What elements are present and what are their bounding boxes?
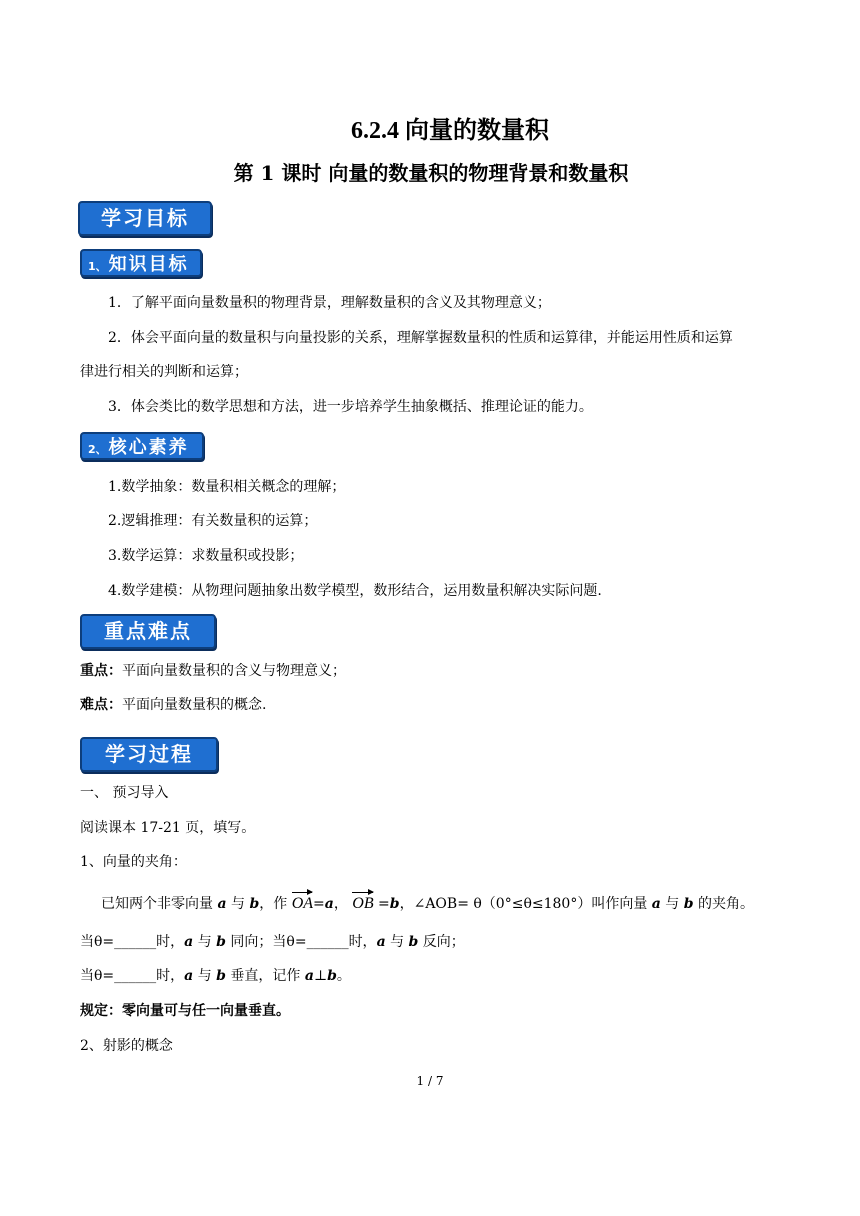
def-text: 的夹角。 [693, 896, 755, 912]
core-literacy-badge [80, 432, 204, 460]
knowledge-goals-badge-label: 知识目标 [108, 254, 189, 275]
vector-a: a [651, 896, 661, 912]
reading-instruction: 阅读课本 17-21 页，填写。 [80, 820, 256, 836]
text: 反向； [418, 934, 465, 950]
study-goals-badge: 学习目标 [78, 201, 212, 236]
vector-a: a [324, 896, 334, 912]
item-projection-heading: 2、射影的概念 [80, 1038, 173, 1054]
text: 与 [385, 934, 409, 950]
study-process-badge: 学习过程 [80, 737, 218, 772]
vector-oa: OA [291, 895, 314, 912]
angle-definition [101, 894, 754, 914]
vector-a: a [184, 934, 194, 950]
vector-a: a [217, 896, 227, 912]
page-title: 6.2.4 向量的数量积 [351, 118, 549, 144]
def-text: 与 [660, 896, 684, 912]
vector-a: a [184, 968, 194, 984]
text: 。 [336, 968, 351, 984]
item-angle-heading: 1、向量的夹角： [80, 854, 187, 870]
vector-a: a [376, 934, 386, 950]
vector-b: b [327, 968, 337, 984]
knowledge-goal-2-cont: 律进行相关的判断和运算； [80, 364, 248, 380]
def-text: ， [333, 896, 353, 912]
vector-a: a [304, 968, 314, 984]
knowledge-goals-badge-number: 1、 [88, 260, 107, 273]
def-text: 已知两个非零向量 [101, 896, 218, 912]
def-text: = [313, 896, 325, 912]
knowledge-goals-badge [80, 249, 202, 277]
difficult-point-label: 难点： [80, 697, 122, 713]
fill-blank[interactable]: ______ [114, 934, 157, 950]
vector-b: b [216, 934, 226, 950]
text: 垂直，记作 [225, 968, 305, 984]
zero-vector-rule: 规定：零向量可与任一向量垂直。 [80, 1003, 290, 1019]
def-text: 与 [226, 896, 250, 912]
text: 时， [156, 934, 185, 950]
key-point [80, 661, 346, 681]
vector-b: b [216, 968, 226, 984]
text: 同向；当θ= [225, 934, 307, 950]
vector-b: b [683, 896, 694, 912]
lesson-subtitle: 第 1 课时 向量的数量积的物理背景和数量积 [233, 161, 629, 185]
text: 与 [193, 968, 217, 984]
text: 当θ= [80, 934, 115, 950]
core-literacy-1: 1.数学抽象：数量积相关概念的理解； [108, 479, 346, 495]
knowledge-goal-3: 3．体会类比的数学思想和方法，进一步培养学生抽象概括、推理论证的能力。 [108, 399, 593, 415]
def-text: ，作 [259, 896, 292, 912]
key-difficult-badge: 重点难点 [80, 614, 216, 649]
def-text: = [373, 896, 390, 912]
same-opposite-direction [80, 932, 465, 952]
text: 与 [193, 934, 217, 950]
text: ⊥ [313, 968, 328, 984]
core-literacy-2: 2.逻辑推理：有关数量积的运算； [108, 513, 318, 529]
difficult-point [80, 695, 266, 715]
difficult-point-text: 平面向量数量积的概念. [122, 697, 267, 713]
key-point-label: 重点： [80, 663, 122, 679]
page-number: 1 / 7 [416, 1074, 444, 1088]
section-preview: 一、 预习导入 [80, 785, 169, 801]
core-literacy-badge-number: 2、 [88, 443, 107, 456]
vector-b: b [408, 934, 419, 950]
key-point-text: 平面向量数量积的含义与物理意义； [122, 663, 346, 679]
fill-blank[interactable]: ______ [306, 934, 349, 950]
text: 时， [156, 968, 185, 984]
knowledge-goal-2: 2．体会平面向量的数量积与向量投影的关系，理解掌握数量积的性质和运算律，并能运用性质和运算 [108, 330, 733, 346]
text: 时， [348, 934, 377, 950]
vector-ob: OB [352, 895, 374, 912]
core-literacy-4: 4.数学建模：从物理问题抽象出数学模型，数形结合，运用数量积解决实际问题. [108, 583, 602, 599]
core-literacy-3: 3.数学运算：求数量积或投影； [108, 548, 304, 564]
def-text: ，∠AOB= θ（0°≤θ≤180°）叫作向量 [399, 896, 652, 912]
fill-blank[interactable]: ______ [114, 968, 157, 984]
knowledge-goal-1: 1．了解平面向量数量积的物理背景，理解数量积的含义及其物理意义； [108, 295, 551, 311]
core-literacy-badge-label: 核心素养 [108, 437, 189, 458]
vector-b: b [249, 896, 260, 912]
text: 当θ= [80, 968, 115, 984]
vector-b: b [389, 896, 400, 912]
perpendicular-line [80, 966, 351, 986]
